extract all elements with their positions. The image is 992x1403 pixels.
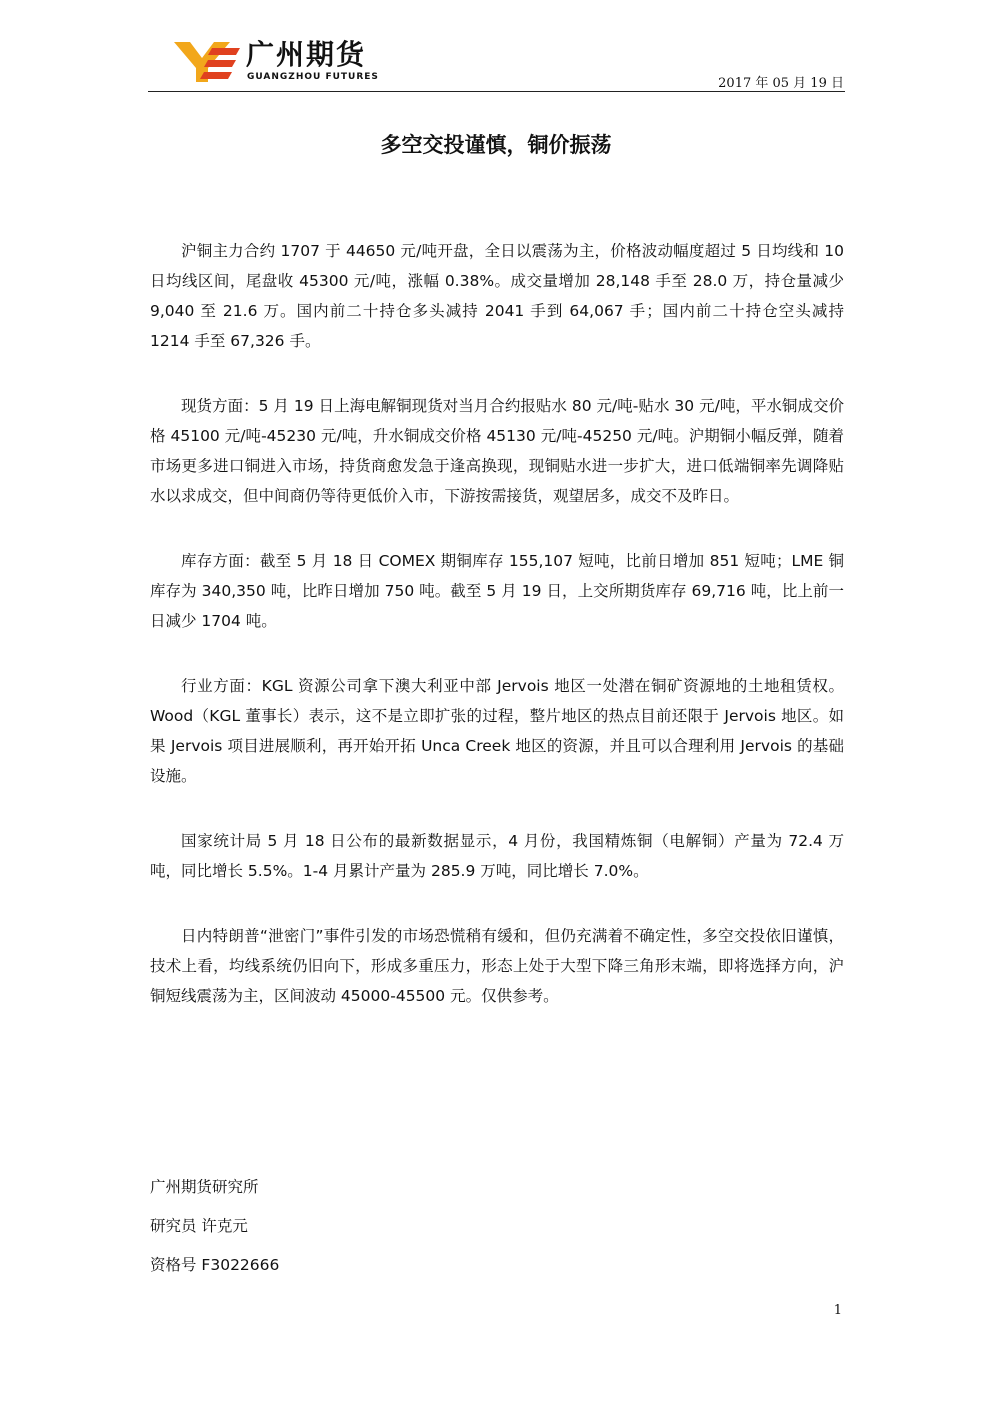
paragraph-statistics: 国家统计局 5 月 18 日公布的最新数据显示，4 月份，我国精炼铜（电解铜）产量为 72.4 万吨，同比增长 5.5%。1-4 月累计产量为 285.9 万吨，同比增长 7.0%。 xyxy=(150,832,844,880)
report-body xyxy=(150,236,844,1046)
paragraph-market-summary: 沪铜主力合约 1707 于 44650 元/吨开盘，全日以震荡为主，价格波动幅度超过 5 日均线和 10 日均线区间，尾盘收 45300 元/吨，涨幅 0.38%。成交量增加 28,148 手至 28.0 万，持仓量减少 9,040 至 21.6 万。国内前二十持仓多头减持 2041 手到 64,067 手；国内前二十持仓空头减持 1214 手至 67,326 手。 xyxy=(150,242,844,350)
logo-text-cn: 广州期货 xyxy=(246,38,367,71)
paragraph-inventory: 库存方面：截至 5 月 18 日 COMEX 期铜库存 155,107 短吨，比前日增加 851 短吨；LME 铜库存为 340,350 吨，比昨日增加 750 吨。截至 5 月 19 日，上交所期货库存 69,716 吨，比上前一日减少 1704 吨。 xyxy=(150,552,844,630)
logo-text-en: GUANGZHOU FUTURES xyxy=(247,72,379,82)
header-divider xyxy=(148,91,845,92)
paragraph-spot: 现货方面：5 月 19 日上海电解铜现货对当月合约报贴水 80 元/吨-贴水 30 元/吨，平水铜成交价格 45100 元/吨-45230 元/吨，升水铜成交价格 45130 元/吨-45250 元/吨。沪期铜小幅反弹，随着市场更多进口铜进入市场，持货商愈发急于逢高换现，现铜贴水进一步扩大，进口低端铜率先调降贴水以求成交，但中间商仍等待更低价入市，下游按需接货，观望居多，成交不及昨日。 xyxy=(150,397,844,505)
report-date: 2017 年 05 月 19 日 xyxy=(718,76,844,91)
signature-license: 资格号 F3022666 xyxy=(150,1256,280,1274)
paragraph-industry: 行业方面：KGL 资源公司拿下澳大利亚中部 Jervois 地区一处潜在铜矿资源地的土地租赁权。Wood（KGL 董事长）表示，这不是立即扩张的过程，整片地区的热点目前还限于 Jervois 地区。如果 Jervois 项目进展顺利，再开始开拓 Unca Creek 地区的资源，并且可以合理利用 Jervois 的基础设施。 xyxy=(150,677,844,785)
signature-institute: 广州期货研究所 xyxy=(150,1178,259,1196)
paragraph-outlook: 日内特朗普“泄密门”事件引发的市场恐慌稍有缓和，但仍充满着不确定性，多空交投依旧谨慎，技术上看，均线系统仍旧向下，形成多重压力，形态上处于大型下降三角形末端，即将选择方向，沪铜短线震荡为主，区间波动 45000-45500 元。仅供参考。 xyxy=(150,927,844,1005)
company-logo xyxy=(172,38,379,84)
page-header xyxy=(0,0,992,100)
guangzhou-futures-logo-icon xyxy=(172,38,242,84)
signature-researcher: 研究员 许克元 xyxy=(150,1217,248,1235)
report-title: 多空交投谨慎，铜价振荡 xyxy=(380,133,612,157)
page-number: 1 xyxy=(833,1303,842,1318)
signature-block xyxy=(150,1168,550,1285)
